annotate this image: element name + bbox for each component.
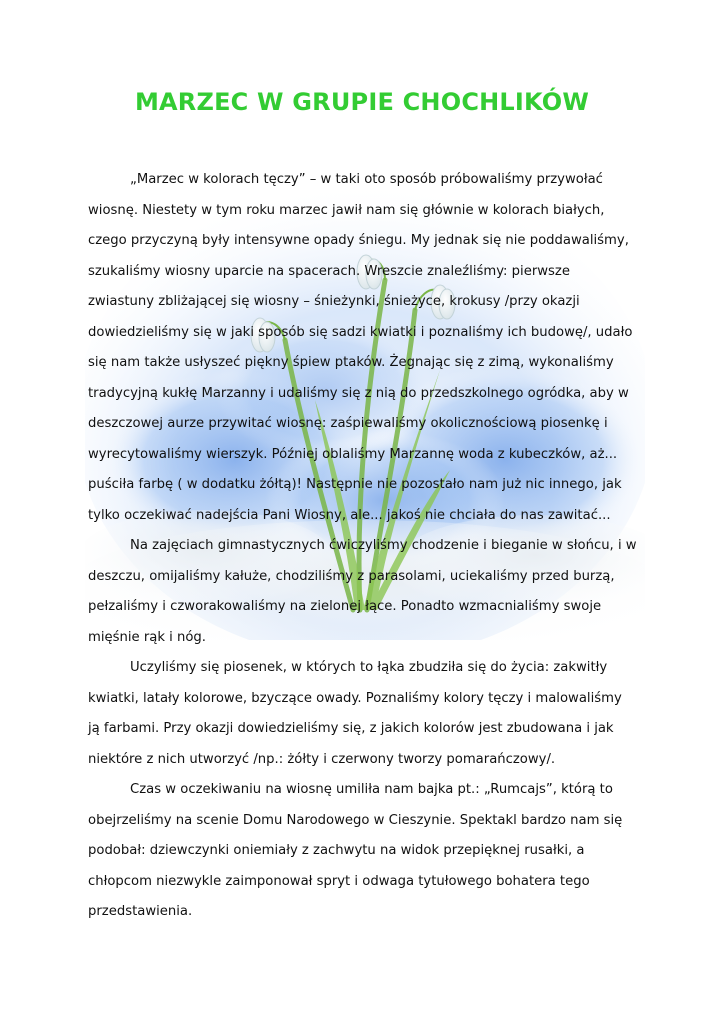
text-line: kwiatki, latały kolorowe, bzyczące owady. Poznaliśmy kolory tęczy i malowaliśmy xyxy=(88,690,622,706)
paragraph-3 xyxy=(88,653,648,775)
text-line: ją farbami. Przy okazji dowiedzieliśmy się, z jakich kolorów jest zbudowana i jak xyxy=(88,721,614,736)
text-line: dowiedzieliśmy się w jaki sposób się sadzi kwiatki i poznaliśmy ich budowę/, udało xyxy=(88,324,633,340)
text-line: niektóre z nich utworzyć /np.: żółty i czerwony tworzy pomarańczowy/. xyxy=(88,751,556,767)
text-line: szukaliśmy wiosny uparcie na spacerach. Wreszcie znaleźliśmy: pierwsze xyxy=(88,263,570,279)
text-line: zwiastuny zbliżającej się wiosny – śnieżynki, śnieżyce, krokusy /przy okazji xyxy=(88,294,580,309)
text-line: tradycyjną kukłę Marzanny i udaliśmy się z nią do przedszkolnego ogródka, aby w xyxy=(88,385,629,401)
text-line: deszczowej aurze przywitać wiosnę: zaśpiewaliśmy okolicznościową piosenkę i xyxy=(88,416,608,431)
article-body xyxy=(88,165,648,928)
text-line: tylko oczekiwać nadejścia Pani Wiosny, ale... jakoś nie chciała do nas zawitać... xyxy=(88,507,611,523)
text-line: podobał: dziewczynki oniemiały z zachwytu na widok przepięknej rusałki, a xyxy=(88,843,585,858)
page-title: MARZEC W GRUPIE CHOCHLIKÓW xyxy=(134,88,590,116)
text-line: pełzaliśmy i czworakowaliśmy na zielonej łące. Ponadto wzmacnialiśmy swoje xyxy=(88,599,602,614)
text-line: puściła farbę ( w dodatku żółtą)! Następnie nie pozostało nam już nic innego, jak xyxy=(88,477,622,492)
text-line: obejrzeliśmy na scenie Domu Narodowego w Cieszynie. Spektakl bardzo nam się xyxy=(88,812,623,828)
text-line: mięśnie rąk i nóg. xyxy=(88,629,206,645)
text-line: Czas w oczekiwaniu na wiosnę umiliła nam bajka pt.: „Rumcajs”, którą to xyxy=(130,782,613,797)
paragraph-4 xyxy=(88,775,648,928)
text-line: deszczu, omijaliśmy kałuże, chodziliśmy z parasolami, uciekaliśmy przed burzą, xyxy=(88,568,615,584)
text-line: wiosnę. Niestety w tym roku marzec jawił nam się głównie w kolorach białych, xyxy=(88,202,605,218)
text-line: chłopcom niezwykle zaimponował spryt i odwaga tytułowego bohatera tego xyxy=(88,873,590,889)
text-line: czego przyczyną były intensywne opady śniegu. My jednak się nie poddawaliśmy, xyxy=(88,233,629,248)
text-line: się nam także usłyszeć piękny śpiew ptaków. Żegnając się z zimą, wykonaliśmy xyxy=(88,355,614,370)
text-line: „Marzec w kolorach tęczy” – w taki oto sposób próbowaliśmy przywołać xyxy=(130,172,603,187)
text-line: przedstawienia. xyxy=(88,904,193,919)
text-line: Na zajęciach gimnastycznych ćwiczyliśmy chodzenie i bieganie w słońcu, i w xyxy=(130,538,637,553)
text-line: Uczyliśmy się piosenek, w których to łąka zbudziła się do życia: zakwitły xyxy=(130,660,608,675)
paragraph-1 xyxy=(88,165,648,531)
text-line: wyrecytowaliśmy wierszyk. Później oblaliśmy Marzannę woda z kubeczków, aż... xyxy=(88,446,618,462)
paragraph-2 xyxy=(88,531,648,653)
